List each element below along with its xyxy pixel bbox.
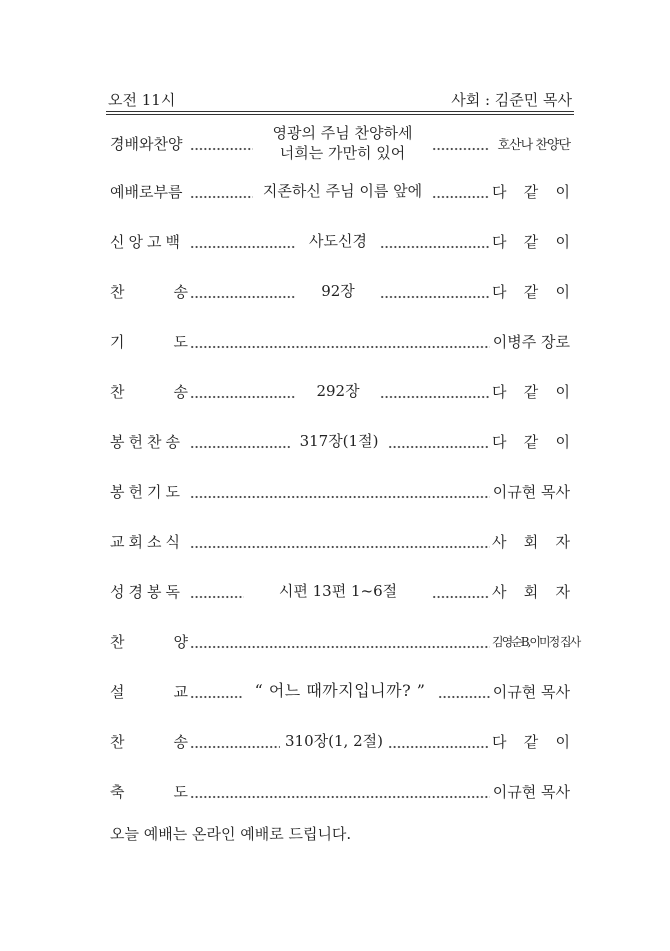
row-label: 봉헌기도 — [110, 482, 184, 501]
row-right: 이규현 목사 — [492, 682, 570, 701]
row-center: 시편 13편 1~6절 — [278, 582, 398, 600]
center-line-1: 영광의 주님 찬양하세 — [272, 124, 413, 142]
dot-leader — [432, 141, 490, 151]
row-right: 다 같 이 — [492, 732, 570, 751]
row-label: 찬 송 — [110, 382, 188, 401]
row-center: 292장 — [316, 382, 360, 400]
order-row-special-song — [110, 626, 580, 656]
dot-leader — [190, 141, 253, 151]
row-label: 기 도 — [110, 332, 188, 351]
dot-leader — [190, 639, 490, 649]
dot-leader — [380, 239, 490, 249]
row-center: 사도신경 — [309, 232, 367, 250]
row-label: 신앙고백 — [110, 232, 184, 251]
dot-leader — [388, 739, 490, 749]
dot-leader — [432, 589, 490, 599]
center-line-2: 너희는 가만히 있어 — [279, 144, 406, 162]
dot-leader — [388, 439, 490, 449]
dot-leader — [190, 689, 242, 699]
dot-leader — [190, 189, 253, 199]
order-row-offering-prayer — [110, 476, 570, 506]
row-label: 예배로부름 — [110, 182, 183, 201]
row-right: 김영순B,이미정 집사 — [492, 634, 580, 649]
service-host: 사회 : 김준민 목사 — [451, 91, 572, 109]
row-label: 찬 양 — [110, 632, 188, 651]
order-row-offering-hymn — [110, 426, 570, 456]
order-row-praise — [110, 126, 570, 160]
row-right: 사 회 자 — [492, 582, 570, 601]
order-row-sermon — [110, 676, 570, 706]
row-label: 찬 송 — [110, 732, 188, 751]
dot-leader — [190, 489, 490, 499]
order-row-hymn-2 — [110, 376, 570, 406]
row-right: 다 같 이 — [492, 432, 570, 451]
header-divider-2 — [106, 114, 574, 115]
row-right: 다 같 이 — [492, 382, 570, 401]
sermon-title: “ 어느 때까지입니까? ” — [254, 681, 426, 700]
row-center — [255, 123, 430, 163]
dot-leader — [380, 289, 490, 299]
order-row-hymn-3 — [110, 726, 570, 756]
dot-leader — [190, 789, 490, 799]
row-center: 92장 — [321, 282, 355, 300]
header-divider — [106, 111, 574, 112]
order-row-announcements — [110, 526, 570, 556]
row-label: 설 교 — [110, 682, 188, 701]
row-label: 교회소식 — [110, 532, 184, 551]
row-label: 봉헌찬송 — [110, 432, 184, 451]
order-row-creed — [110, 226, 570, 256]
row-right: 다 같 이 — [492, 232, 570, 251]
row-right: 사 회 자 — [492, 532, 570, 551]
dot-leader — [438, 689, 490, 699]
dot-leader — [190, 339, 490, 349]
order-row-prayer — [110, 326, 570, 356]
row-right: 이병주 장로 — [492, 332, 570, 351]
row-center: 310장(1, 2절) — [285, 732, 383, 750]
footer-note: 오늘 예배는 온라인 예배로 드립니다. — [110, 825, 352, 843]
dot-leader — [190, 589, 244, 599]
row-right: 호산나 찬양단 — [497, 137, 570, 153]
dot-leader — [190, 239, 296, 249]
row-right: 이규현 목사 — [492, 482, 570, 501]
dot-leader — [380, 389, 490, 399]
dot-leader — [432, 189, 490, 199]
dot-leader — [190, 539, 490, 549]
header — [108, 88, 572, 110]
row-right: 이규현 목사 — [492, 782, 570, 801]
service-time: 오전 11시 — [108, 91, 176, 109]
row-label: 경배와찬양 — [110, 134, 183, 153]
row-center: 지존하신 주님 이름 앞에 — [262, 182, 423, 200]
dot-leader — [190, 289, 296, 299]
order-row-hymn-1 — [110, 276, 570, 306]
dot-leader — [190, 739, 280, 749]
row-center: 317장(1절) — [299, 432, 379, 450]
row-label: 찬 송 — [110, 282, 188, 301]
row-right: 다 같 이 — [492, 282, 570, 301]
dot-leader — [190, 439, 290, 449]
row-label: 성경봉독 — [110, 582, 184, 601]
row-label: 축 도 — [110, 782, 188, 801]
order-row-benediction — [110, 776, 570, 806]
dot-leader — [190, 389, 296, 399]
row-right: 다 같 이 — [492, 182, 570, 201]
order-row-call — [110, 176, 570, 206]
order-row-scripture — [110, 576, 570, 606]
